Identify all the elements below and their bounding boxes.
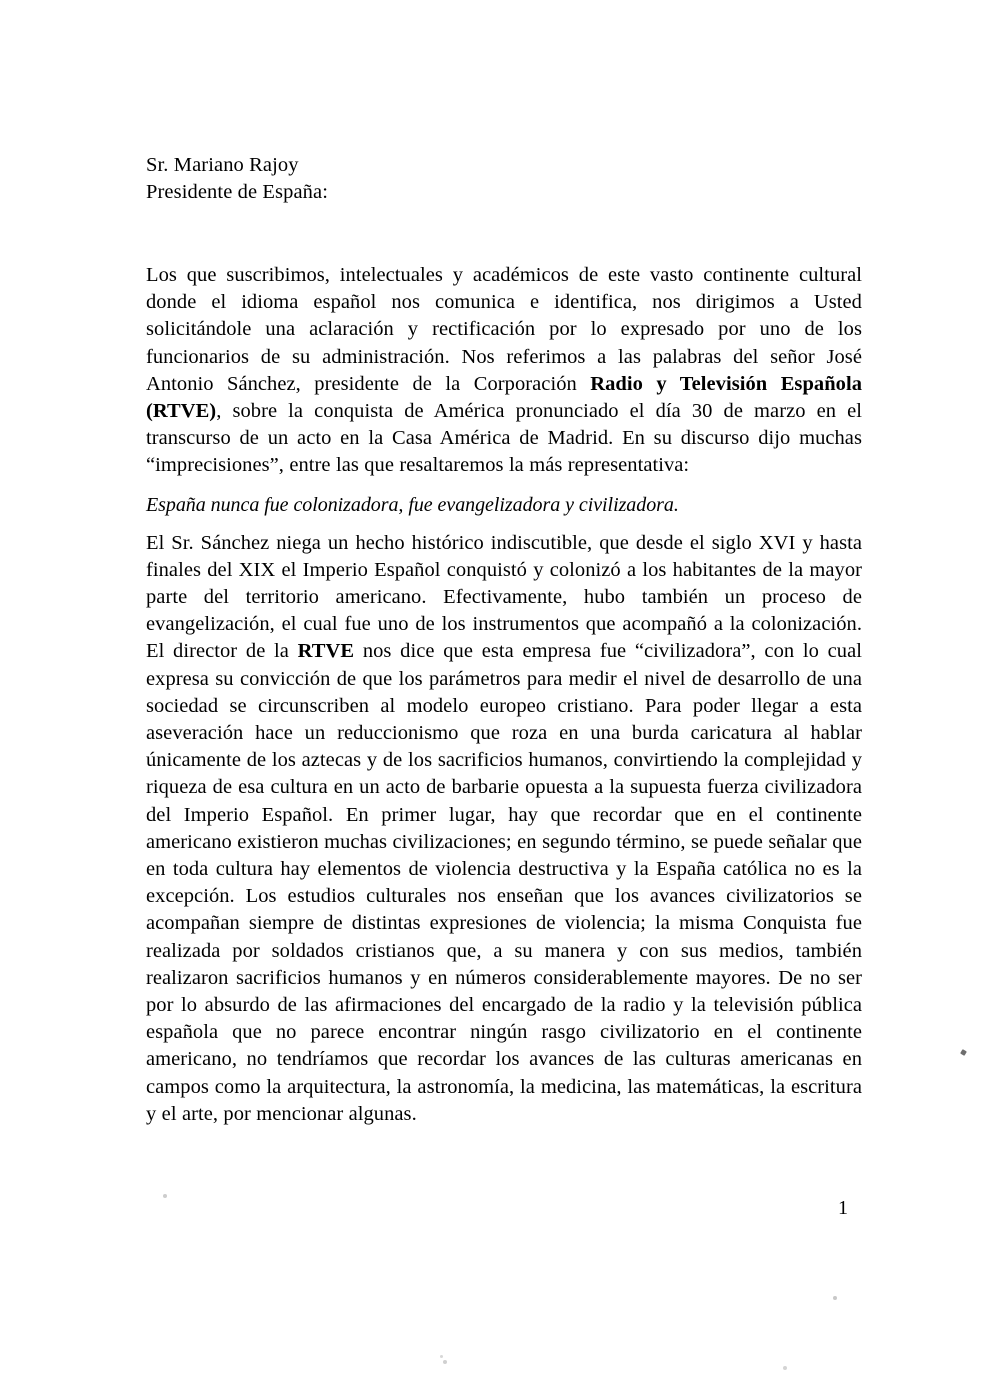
paragraph-two-text-a: El Sr. Sánchez niega un hecho histórico indiscutible, que desde el siglo XVI y hasta finales del XIX el Imperio Español conquistó y colonizó a los habitantes de la mayor parte del territorio americano. Efectivamente, hubo también un proceso de evangelización, el cual fue uno de los instrumentos que acompañó a la colonización. El director de la	[146, 531, 862, 663]
addressee-title: Presidente de España:	[146, 181, 328, 203]
scan-artifact-speck	[163, 1194, 167, 1198]
scan-artifact-speck	[783, 1366, 787, 1370]
scan-artifact-speck	[440, 1355, 443, 1358]
letter-body	[146, 262, 862, 1128]
paragraph-one-bold-rtve: Radio y Televisión Española (RTVE)	[146, 372, 862, 423]
paragraph-one	[146, 262, 862, 480]
quoted-statement: España nunca fue colonizadora, fue evangelizadora y civilizadora.	[146, 493, 679, 516]
paragraph-two-text-b: nos dice que esta empresa fue “civilizadora”, con lo cual expresa su convicción de que los parámetros para medir el nivel de desarrollo de una sociedad se circunscriben al modelo europeo cristiano. Para poder llegar a esta aseveración hace un reduccionismo que roza en una burda caricatura al hablar únicamente de los aztecas y de los sacrificios humanos, convirtiendo la complejidad y riqueza de esa cultura en un acto de barbarie opuesta a la supuesta fuerza civilizadora del Imperio Español. En primer lugar, hay que recordar que en el continente americano existieron muchas civilizaciones; en segundo término, se puede señalar que en toda cultura hay elementos de violencia destructiva y la España católica no es la excepción. Los estudios culturales nos enseñan que los avances civilizatorios se acompañan siempre de distintas expresiones de violencia; la misma Conquista fue realizada por soldados cristianos que, a su manera y con sus medios, también realizaron sacrificios humanos y en números considerablemente mayores. De no ser por lo absurdo de las afirmaciones del encargado de la radio y la televisión pública española que no parece encontrar ningún rasgo civilizatorio en el continente americano, no tendríamos que recordar los avances de las culturas americanas en campos como la arquitectura, la astronomía, la medicina, las matemáticas, la escritura y el arte, por mencionar algunas.	[146, 640, 862, 1125]
paragraph-one-text-a: Los que suscribimos, intelectuales y académicos de este vasto continente cultural donde el idioma español nos comunica e identifica, nos dirigimos a Usted solicitándole una aclaración y rectificación por lo expresado por uno de los funcionarios de su administración. Nos referimos a las palabras del señor José Antonio Sánchez, presidente de la Corporación	[146, 264, 862, 395]
page-number: 1	[838, 1197, 848, 1219]
addressee-block	[146, 152, 862, 206]
addressee-name: Sr. Mariano Rajoy	[146, 154, 299, 176]
paragraph-two-bold-rtve: RTVE	[297, 640, 355, 663]
paragraph-one-text-b: , sobre la conquista de América pronunciado el día 30 de marzo en el transcurso de un acto en la Casa América de Madrid. En su discurso dijo muchas “imprecisiones”, entre las que resaltaremos la más representativa:	[146, 400, 862, 477]
scan-artifact-speck	[443, 1360, 447, 1364]
paragraph-two	[146, 530, 862, 1128]
scan-artifact-speck	[833, 1296, 837, 1300]
document-body	[146, 152, 862, 1128]
scan-artifact-speck	[960, 1049, 967, 1056]
